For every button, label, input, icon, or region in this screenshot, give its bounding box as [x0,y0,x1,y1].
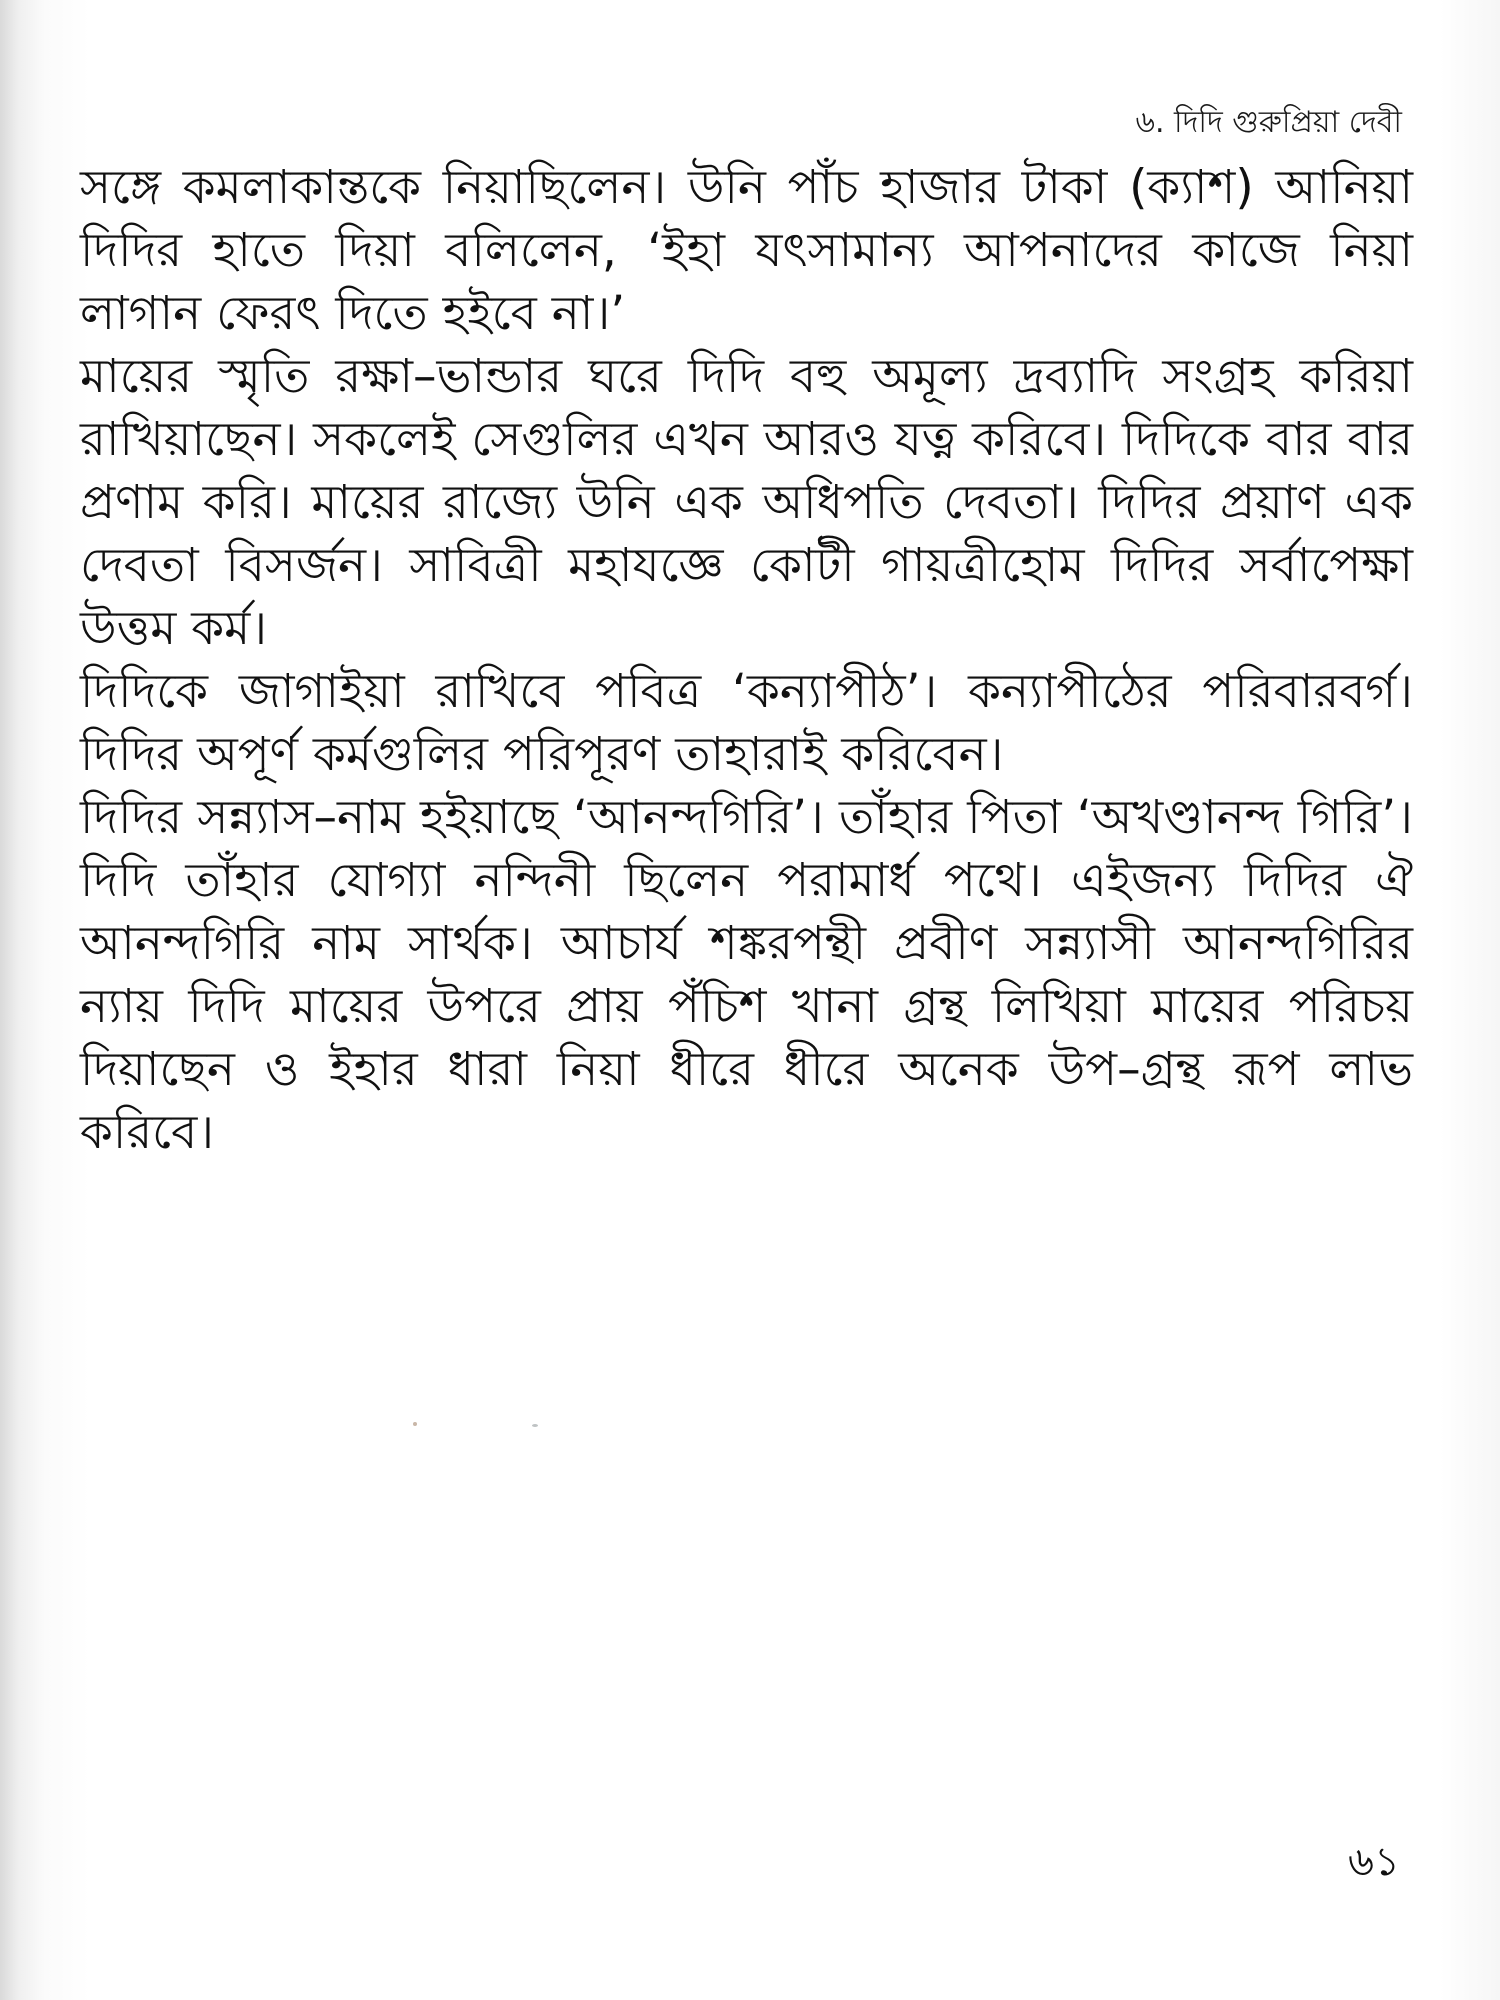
paragraph-2: মায়ের স্মৃতি রক্ষা–ভান্ডার ঘরে দিদি বহু অমূল্য দ্রব্যাদি সংগ্রহ করিয়া রাখিয়াছেন। সকলেই সেগুলির এখন আরও যত্ন করিবে। দিদিকে বার বার প্রণাম করি। মায়ের রাজ্যে উনি এক অধিপতি দেবতা। দিদির প্রয়াণ এক দেবতা বিসর্জন। সাবিত্রী মহাযজ্ঞে কোটী গায়ত্রীহোম দিদির সর্বাপেক্ষা উত্তম কর্ম। [80,349,1413,656]
page-number: ৬১ [1348,1839,1400,1885]
body-text [80,156,1413,1164]
running-header: ৬. দিদি গুরুপ্রিয়া দেবী [1135,105,1402,140]
paragraph-1: সঙ্গে কমলাকান্তকে নিয়াছিলেন। উনি পাঁচ হাজার টাকা (ক্যাশ) আনিয়া দিদির হাতে দিয়া বলিলেন, ‘ইহা যৎসামান্য আপনাদের কাজে নিয়া লাগান ফেরৎ দিতে হইবে না।’ [80,160,1413,341]
paragraph-4: দিদির সন্ন্যাস–নাম হইয়াছে ‘আনন্দগিরি’। তাঁহার পিতা ‘অখণ্ডানন্দ গিরি’। দিদি তাঁহার যোগ্যা নন্দিনী ছিলেন পরামার্ধ পথে। এইজন্য দিদির ঐ আনন্দগিরি নাম সার্থক। আচার্য শঙ্করপন্থী প্রবীণ সন্ন্যাসী আনন্দগিরির ন্যায় দিদি মায়ের উপরে প্রায় পঁচিশ খানা গ্রন্থ লিখিয়া মায়ের পরিচয় দিয়াছেন ও ইহার ধারা নিয়া ধীরে ধীরে অনেক উপ–গ্রন্থ রূপ লাভ করিবে। [80,790,1413,1160]
paragraph-3: দিদিকে জাগাইয়া রাখিবে পবিত্র ‘কন্যাপীঠ’। কন্যাপীঠের পরিবারবর্গ। দিদির অপূর্ণ কর্মগুলির পরিপূরণ তাহারাই করিবেন। [80,664,1413,782]
paper-speck [532,1424,538,1427]
paper-speck [413,1422,417,1426]
